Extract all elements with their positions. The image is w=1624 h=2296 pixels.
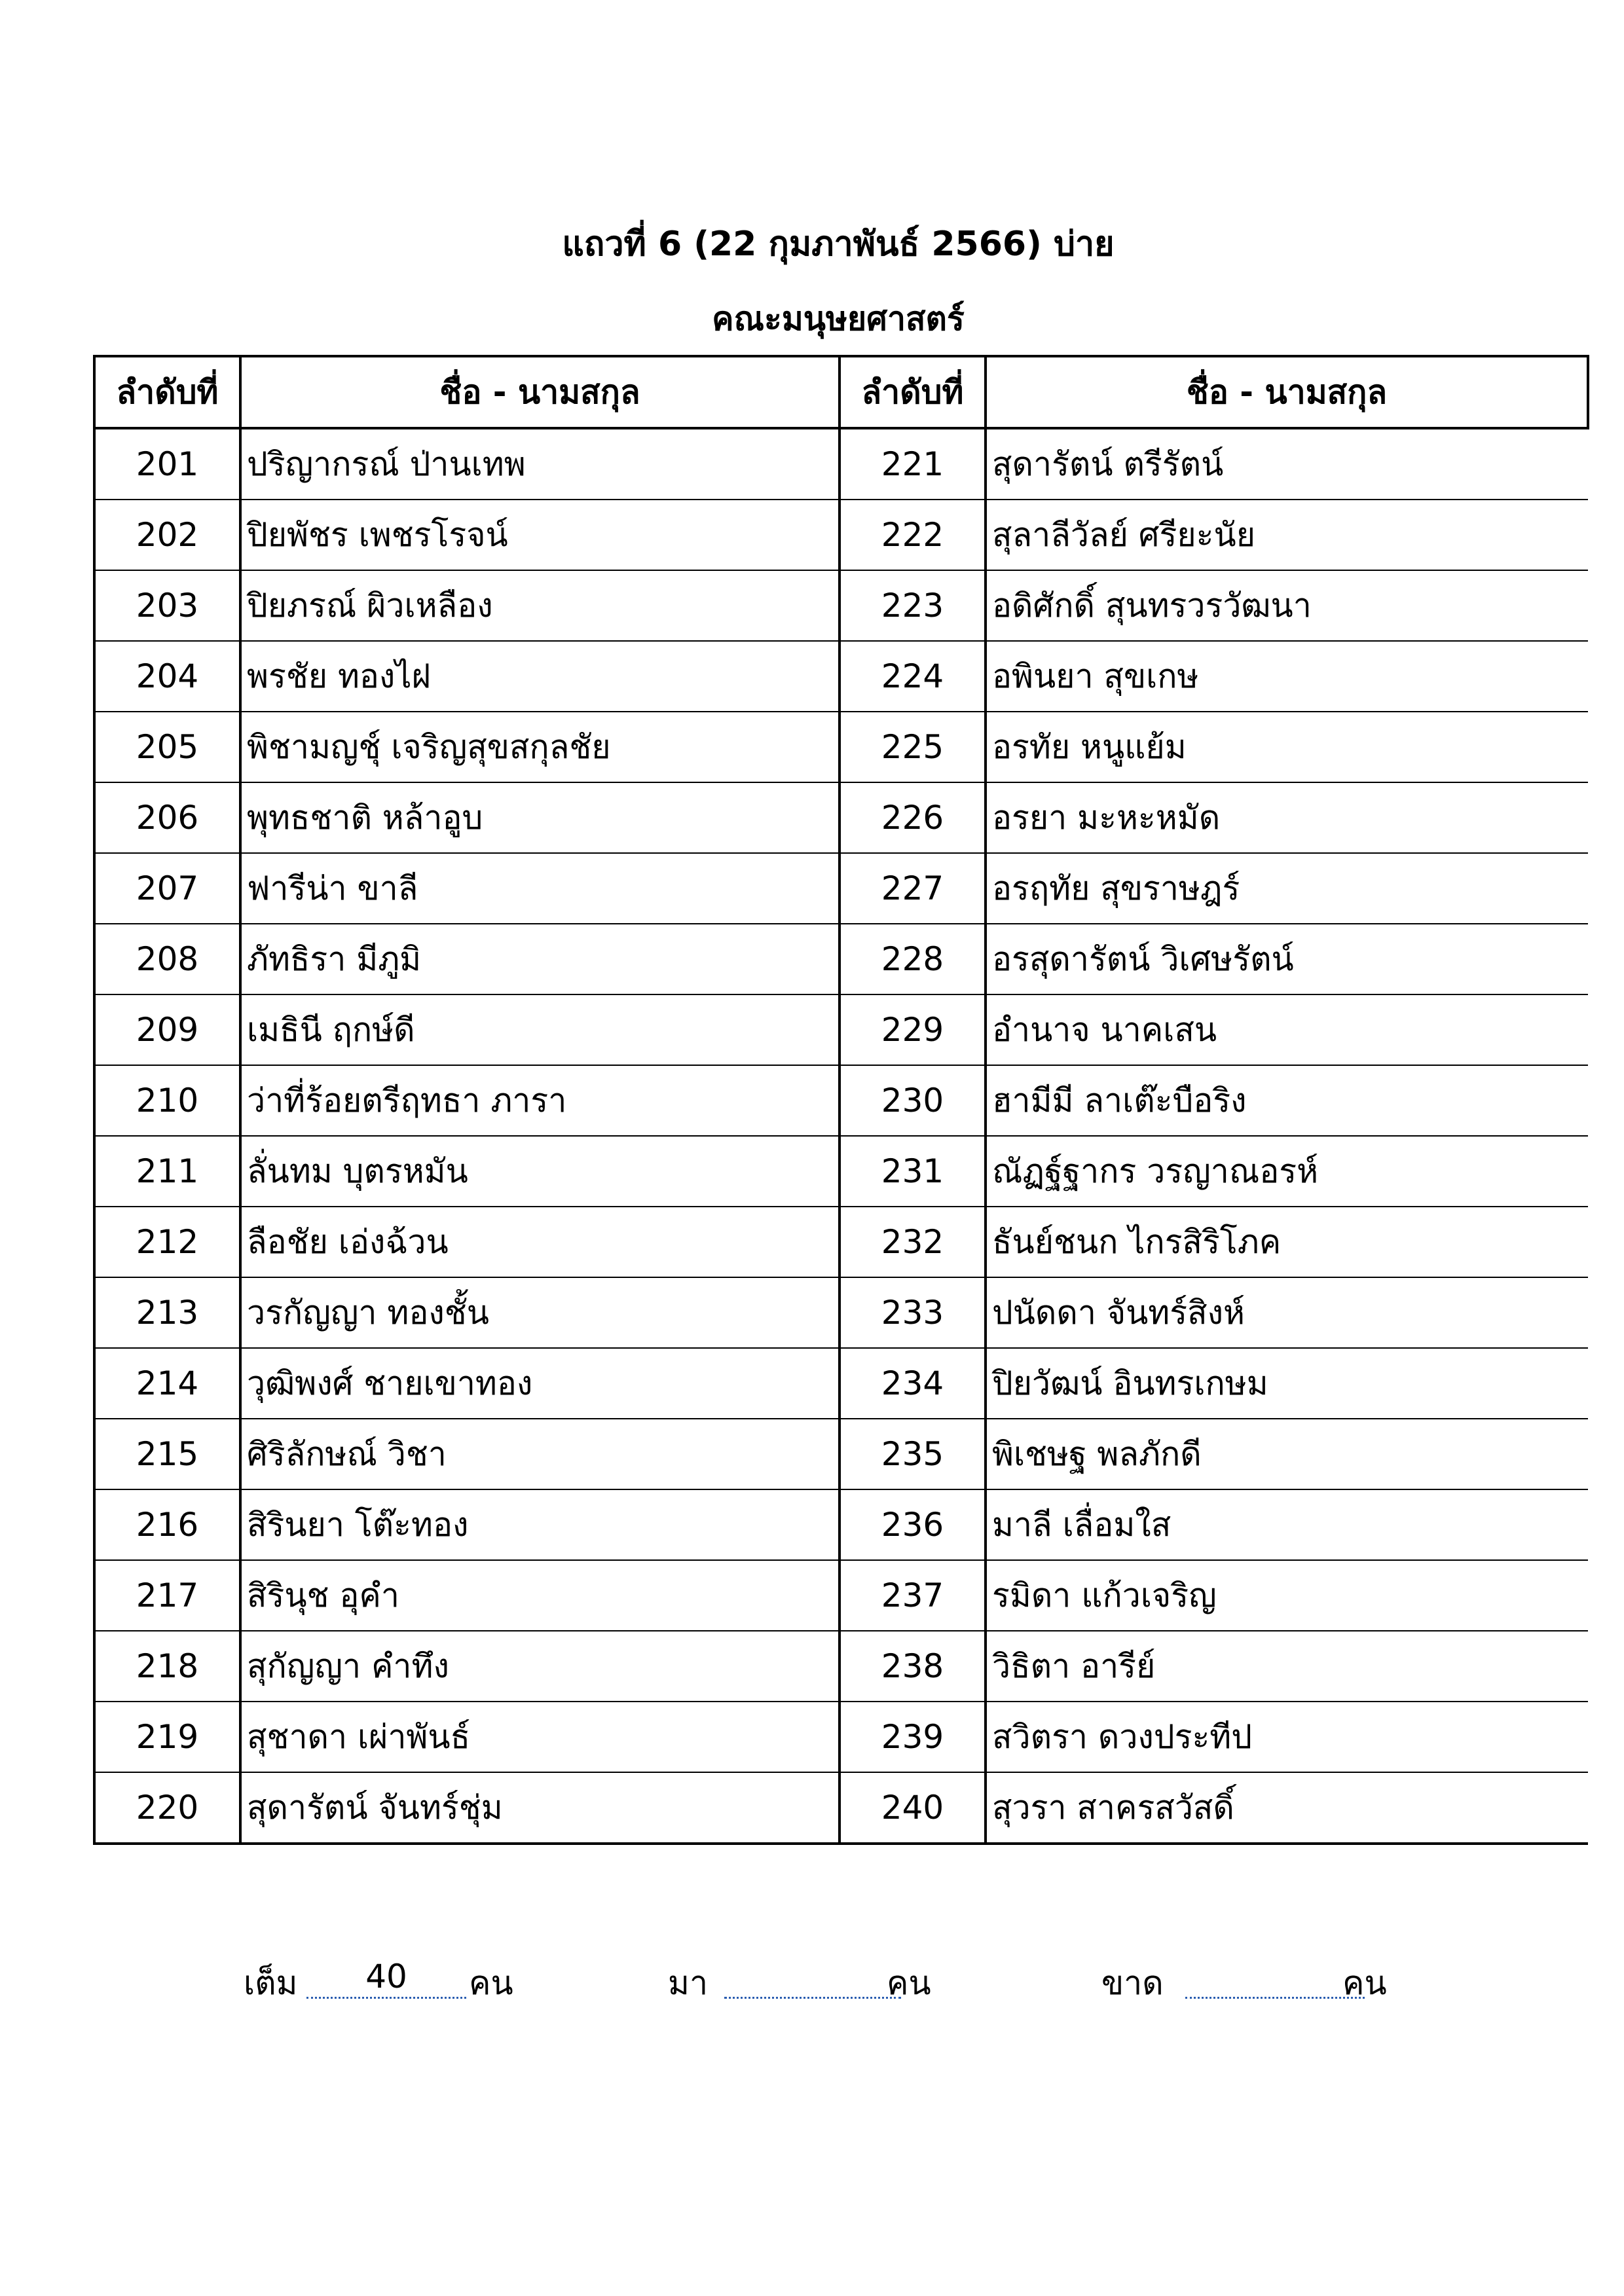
- order-cell-left: 218: [94, 1631, 240, 1702]
- name-cell-right: อำนาจ นาคเสน: [986, 994, 1588, 1065]
- name-cell-left: สุกัญญา คำทึง: [240, 1631, 840, 1702]
- name-cell-right: สุลาลีวัลย์ ศรียะนัย: [986, 500, 1588, 570]
- name-cell-right: รมิดา แก้วเจริญ: [986, 1560, 1588, 1631]
- present-count-blank: [724, 1958, 901, 1999]
- full-label: เต็ม: [244, 1964, 298, 2002]
- faculty-subtitle: คณะมนุษยศาสตร์: [712, 300, 965, 338]
- name-cell-left: พิชามญชุ์ เจริญสุขสกุลชัย: [240, 712, 840, 782]
- table-row: [94, 712, 1588, 782]
- name-cell-right: ปนัดดา จันทร์สิงห์: [986, 1277, 1588, 1348]
- table-row: [94, 641, 1588, 712]
- column-header-name-left: ชื่อ - นามสกุล: [240, 356, 840, 428]
- name-cell-right: วิธิตา อารีย์: [986, 1631, 1588, 1702]
- order-cell-left: 201: [94, 428, 240, 500]
- table-header-row: [94, 356, 1588, 428]
- order-cell-left: 209: [94, 994, 240, 1065]
- name-cell-right: ธันย์ชนก ไกรสิริโภค: [986, 1207, 1588, 1277]
- order-cell-left: 215: [94, 1419, 240, 1489]
- name-cell-right: อรยา มะหะหมัด: [986, 782, 1588, 853]
- order-cell-left: 213: [94, 1277, 240, 1348]
- name-cell-left: วรกัญญา ทองชั้น: [240, 1277, 840, 1348]
- order-cell-right: 227: [840, 853, 986, 924]
- name-cell-right: สุวรา สาครสวัสดิ์: [986, 1772, 1588, 1844]
- order-cell-right: 231: [840, 1136, 986, 1207]
- table-row: [94, 500, 1588, 570]
- present-count-field[interactable]: [724, 1958, 901, 1999]
- order-cell-right: 236: [840, 1489, 986, 1560]
- order-cell-right: 240: [840, 1772, 986, 1844]
- order-cell-left: 217: [94, 1560, 240, 1631]
- order-cell-left: 220: [94, 1772, 240, 1844]
- table-row: [94, 1419, 1588, 1489]
- column-header-name-right: ชื่อ - นามสกุล: [986, 356, 1588, 428]
- order-cell-right: 237: [840, 1560, 986, 1631]
- name-cell-left: สุดารัตน์ จันทร์ชุ่ม: [240, 1772, 840, 1844]
- name-cell-left: วุฒิพงศ์ ชายเขาทอง: [240, 1348, 840, 1419]
- name-cell-right: อรฤทัย สุขราษฎร์: [986, 853, 1588, 924]
- name-cell-left: ปิยพัชร เพชรโรจน์: [240, 500, 840, 570]
- name-cell-left: สุชาดา เผ่าพันธ์: [240, 1702, 840, 1772]
- absent-count-blank: [1185, 1958, 1365, 1999]
- name-cell-left: ฟารีน่า ขาลี: [240, 853, 840, 924]
- roster-body: [94, 428, 1588, 1844]
- table-row: [94, 1489, 1588, 1560]
- table-row: [94, 1631, 1588, 1702]
- order-cell-right: 235: [840, 1419, 986, 1489]
- present-unit: คน: [887, 1964, 931, 2002]
- order-cell-right: 224: [840, 641, 986, 712]
- table-row: [94, 1772, 1588, 1844]
- order-cell-right: 234: [840, 1348, 986, 1419]
- order-cell-left: 204: [94, 641, 240, 712]
- order-cell-right: 232: [840, 1207, 986, 1277]
- order-cell-left: 211: [94, 1136, 240, 1207]
- table-row: [94, 1348, 1588, 1419]
- name-cell-right: อรสุดารัตน์ วิเศษรัตน์: [986, 924, 1588, 994]
- name-cell-left: สิรินยา โต๊ะทอง: [240, 1489, 840, 1560]
- table-row: [94, 994, 1588, 1065]
- name-cell-right: พิเชษฐ พลภักดี: [986, 1419, 1588, 1489]
- order-cell-left: 214: [94, 1348, 240, 1419]
- name-cell-right: ฮามีมี ลาเต๊ะบือริง: [986, 1065, 1588, 1136]
- name-cell-left: พุทธชาติ หล้าอูบ: [240, 782, 840, 853]
- roster-table: [93, 355, 1589, 1845]
- name-cell-left: เมธินี ฤกษ์ดี: [240, 994, 840, 1065]
- order-cell-left: 203: [94, 570, 240, 641]
- full-count-field: [306, 1958, 466, 1999]
- name-cell-left: ลือชัย เอ่งฉ้วน: [240, 1207, 840, 1277]
- order-cell-right: 226: [840, 782, 986, 853]
- table-row: [94, 1560, 1588, 1631]
- name-cell-left: ว่าที่ร้อยตรีฤทธา ภารา: [240, 1065, 840, 1136]
- name-cell-right: ณัฏฐ์ฐากร วรญาณอรห์: [986, 1136, 1588, 1207]
- name-cell-right: สวิตรา ดวงประทีป: [986, 1702, 1588, 1772]
- attendance-summary: [0, 1958, 1624, 2010]
- table-row: [94, 428, 1588, 500]
- name-cell-right: อพินยา สุขเกษ: [986, 641, 1588, 712]
- absent-count-field[interactable]: [1185, 1958, 1365, 1999]
- order-cell-left: 216: [94, 1489, 240, 1560]
- table-row: [94, 1277, 1588, 1348]
- order-cell-right: 222: [840, 500, 986, 570]
- absent-unit: คน: [1342, 1964, 1387, 2002]
- order-cell-right: 230: [840, 1065, 986, 1136]
- order-cell-left: 205: [94, 712, 240, 782]
- name-cell-right: ปิยวัฒน์ อินทรเกษม: [986, 1348, 1588, 1419]
- order-cell-right: 239: [840, 1702, 986, 1772]
- table-row: [94, 853, 1588, 924]
- table-row: [94, 570, 1588, 641]
- order-cell-right: 229: [840, 994, 986, 1065]
- name-cell-right: อดิศักดิ์ สุนทรวรวัฒนา: [986, 570, 1588, 641]
- order-cell-left: 208: [94, 924, 240, 994]
- order-cell-left: 206: [94, 782, 240, 853]
- order-cell-right: 221: [840, 428, 986, 500]
- table-row: [94, 1207, 1588, 1277]
- table-row: [94, 924, 1588, 994]
- present-label: มา: [668, 1964, 709, 2002]
- table-row: [94, 1702, 1588, 1772]
- absent-label: ขาด: [1101, 1964, 1164, 2002]
- name-cell-left: ปริญากรณ์ ป่านเทพ: [240, 428, 840, 500]
- name-cell-left: พรชัย ทองไฝ: [240, 641, 840, 712]
- name-cell-left: ปิยภรณ์ ผิวเหลือง: [240, 570, 840, 641]
- order-cell-left: 212: [94, 1207, 240, 1277]
- order-cell-left: 202: [94, 500, 240, 570]
- column-header-order-right: ลำดับที่: [840, 356, 986, 428]
- order-cell-left: 207: [94, 853, 240, 924]
- column-header-order-left: ลำดับที่: [94, 356, 240, 428]
- name-cell-left: ลั่นทม บุตรหมัน: [240, 1136, 840, 1207]
- order-cell-right: 233: [840, 1277, 986, 1348]
- order-cell-right: 228: [840, 924, 986, 994]
- name-cell-left: ภัทธิรา มีภูมิ: [240, 924, 840, 994]
- order-cell-right: 238: [840, 1631, 986, 1702]
- name-cell-right: อรทัย หนูแย้ม: [986, 712, 1588, 782]
- full-unit: คน: [469, 1964, 513, 2002]
- full-count-value: 40: [306, 1958, 466, 1999]
- table-row: [94, 1136, 1588, 1207]
- page-title: แถวที่ 6 (22 กุมภาพันธ์ 2566) บ่าย: [562, 225, 1115, 264]
- name-cell-right: มาลี เลื่อมใส: [986, 1489, 1588, 1560]
- order-cell-right: 223: [840, 570, 986, 641]
- name-cell-left: ศิริลักษณ์ วิชา: [240, 1419, 840, 1489]
- name-cell-right: สุดารัตน์ ตรีรัตน์: [986, 428, 1588, 500]
- name-cell-left: สิรินุช อุคำ: [240, 1560, 840, 1631]
- order-cell-left: 219: [94, 1702, 240, 1772]
- order-cell-right: 225: [840, 712, 986, 782]
- table-row: [94, 1065, 1588, 1136]
- table-row: [94, 782, 1588, 853]
- order-cell-left: 210: [94, 1065, 240, 1136]
